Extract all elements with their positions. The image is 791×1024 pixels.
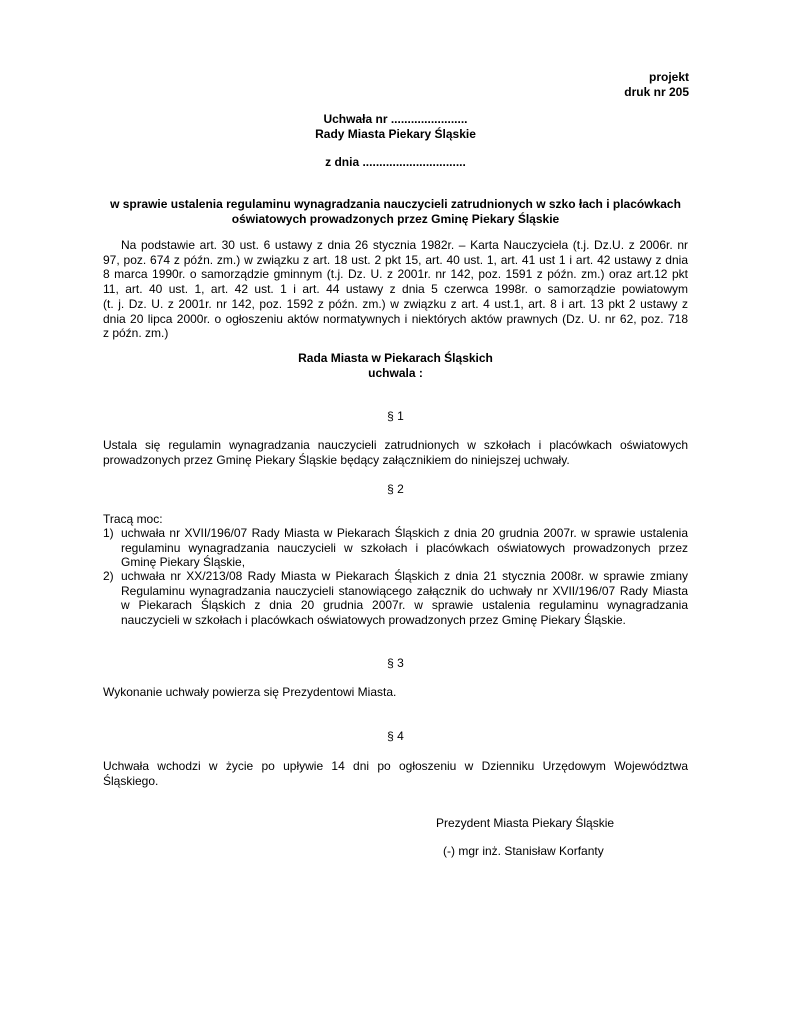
druk-number: druk nr 205 [624, 85, 689, 99]
signature-name: (-) mgr inż. Stanisław Korfanty [443, 844, 604, 858]
list-item-number: 2) [103, 569, 114, 583]
section-1-heading: § 1 [387, 409, 404, 423]
projekt-label: projekt [648, 70, 689, 84]
preamble-line: z późn. zm.) [103, 326, 169, 341]
list-item-line: w Piekarach Śląskich z dnia 20 grudnia 2007r. w sprawie ustalenia regulaminu wynagradzania [121, 598, 688, 613]
signature-title: Prezydent Miasta Piekary Śląskie [436, 816, 615, 830]
list-item-line: nauczycieli w szkołach i placówkach oświatowych prowadzonych przez Gminę Piekary Śląskie. [121, 613, 626, 628]
list-item-number: 1) [103, 526, 114, 540]
preamble-line: dnia 20 lipca 2000r. o ogłoszeniu aktów normatywnych i niektórych aktów prawnych (Dz. U. nr 62, poz. 718 [103, 311, 688, 326]
list-item-line: uchwała nr XVII/196/07 Rady Miasta w Piekarach Śląskich z dnia 20 grudnia 2007r. w sprawie ustalenia [121, 526, 688, 540]
section-4-line: Śląskiego. [103, 773, 159, 788]
resolves-label: uchwala : [368, 366, 423, 380]
list-item-line: Gminę Piekary Śląskie, [121, 555, 246, 570]
resolution-date: z dnia ............................... [325, 155, 466, 169]
section-1-text [103, 438, 688, 467]
preamble-line: 8 marca 1990r. o samorządzie gminnym (t.j. Dz. U. z 2001r. nr 142, poz. 1591 z późn. zm.) oraz art.12 pkt [103, 267, 688, 282]
section-2-heading: § 2 [387, 482, 404, 496]
section-2-intro: Tracą moc: [103, 512, 163, 526]
preamble-line: 11, art. 40 ust. 1, art. 42 ust. 1 i art. 44 ustawy z dnia 5 czerwca 1998r. o samorządzie powiatowym [103, 282, 688, 297]
subject-line-2: oświatowych prowadzonych przez Gminę Piekary Śląskie [231, 212, 560, 226]
section-1-line: prowadzonych przez Gminę Piekary Śląskie będący załącznikiem do niniejszej uchwały. [103, 452, 570, 467]
resolution-number: Uchwała nr ....................... [323, 112, 468, 126]
section-4-heading: § 4 [387, 729, 404, 743]
section-1-line: Ustala się regulamin wynagradzania nauczycieli zatrudnionych w szkołach i placówkach oświatowych [103, 438, 688, 452]
list-item [103, 526, 688, 570]
section-3-heading: § 3 [387, 656, 404, 670]
preamble [103, 238, 688, 341]
preamble-line: Na podstawie art. 30 ust. 6 ustawy z dnia 26 stycznia 1982r. – Karta Nauczyciela (t.j. Dz.U. z 2006r. nr [121, 238, 688, 252]
section-4-text [103, 759, 688, 788]
section-4-line: Uchwała wchodzi w życie po upływie 14 dni po ogłoszeniu w Dzienniku Urzędowym Województwa [103, 759, 688, 773]
preamble-line: (t. j. Dz. U. z 2001r. nr 142, poz. 1592 z późn. zm.) w związku z art. 4 ust.1, art. 8 i art. 13 pkt 2 ustawy z [103, 296, 688, 311]
list-item-line: regulaminu wynagradzania nauczycieli w szkołach i placówkach oświatowych prowadzonych przez [121, 540, 688, 555]
list-item-line: uchwała nr XX/213/08 Rady Miasta w Piekarach Śląskich z dnia 21 stycznia 2008r. w sprawie zmiany [121, 569, 688, 583]
list-item-line: Regulaminu wynagradzania nauczycieli stanowiącego załącznik do uchwały nr XVII/196/07 Rady Miasta [121, 583, 688, 598]
subject-line-1: w sprawie ustalenia regulaminu wynagradzania nauczycieli zatrudnionych w szko łach i placówkach [110, 197, 681, 211]
list-item [103, 569, 688, 628]
council-name: Rady Miasta Piekary Śląskie [315, 127, 476, 141]
preamble-line: 97, poz. 674 z późn. zm.) w związku z art. 18 ust. 2 pkt 15, art. 40 ust. 1, art. 41 ust 1 i art. 42 ustawy z dnia [103, 252, 688, 267]
council-heading: Rada Miasta w Piekarach Śląskich [298, 351, 493, 365]
section-3-text: Wykonanie uchwały powierza się Prezydentowi Miasta. [103, 685, 397, 699]
